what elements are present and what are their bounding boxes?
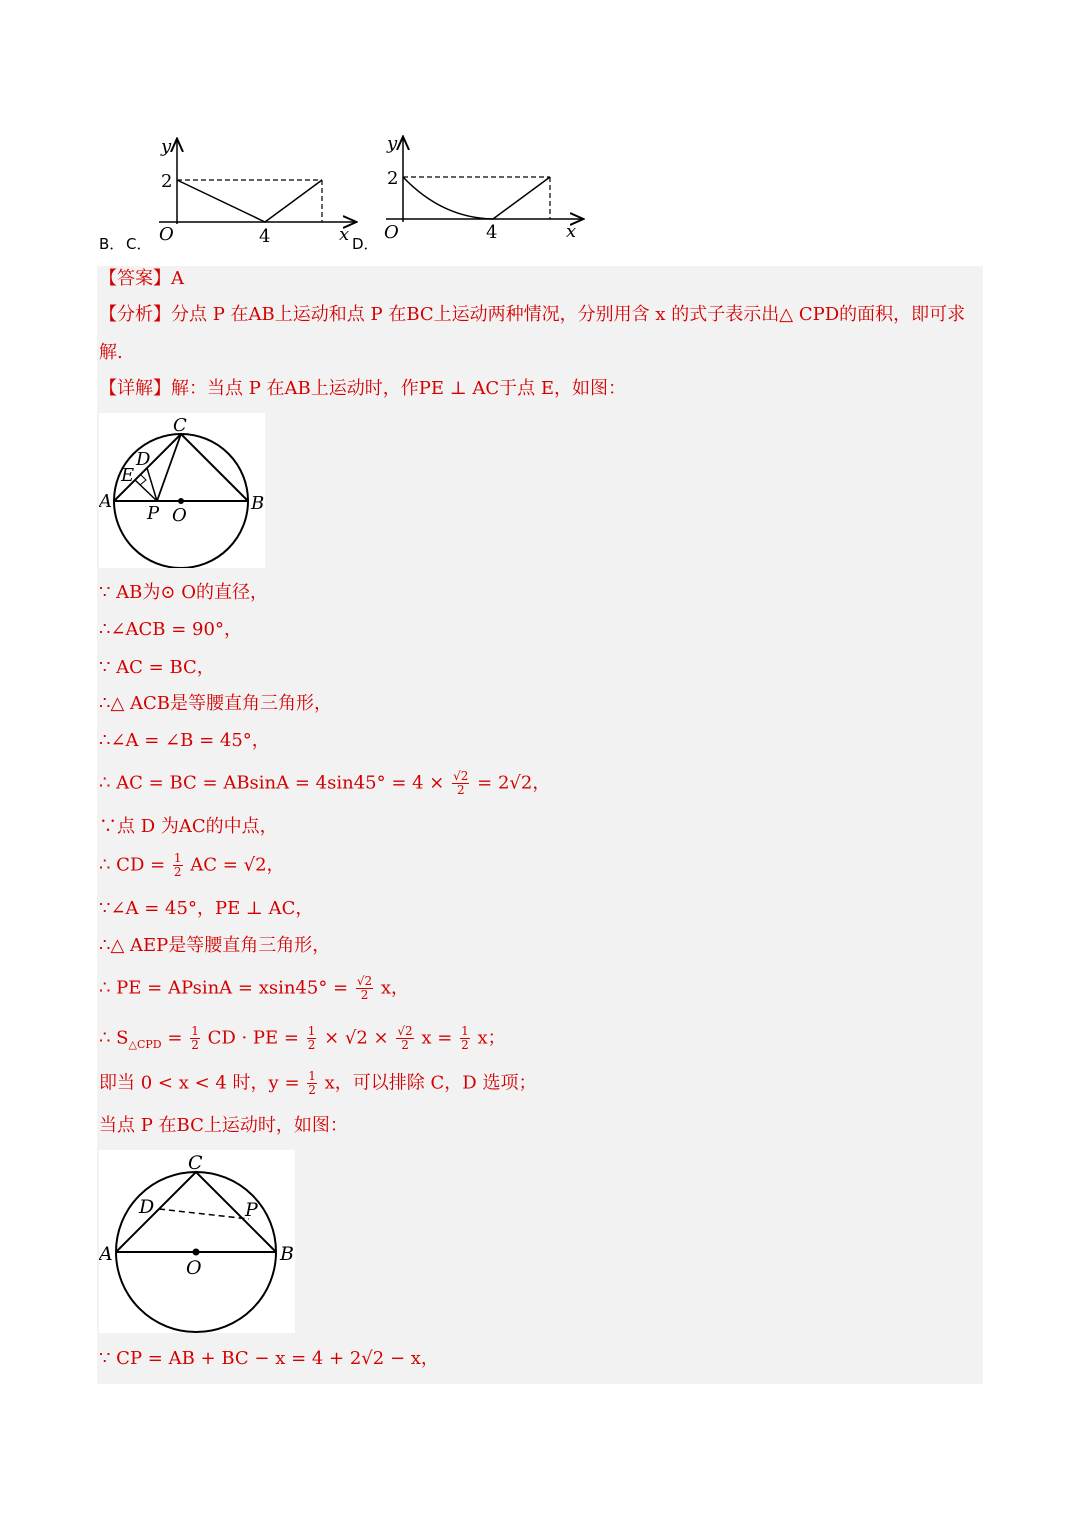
x-axis-label: x	[339, 224, 350, 245]
step-15: ∵ CP = AB + BC − x = 4 + 2√2 − x，	[99, 1348, 439, 1369]
x-tick-label: 4	[486, 222, 498, 243]
center-dot	[178, 498, 184, 504]
step-12: ∴ $S_{\triangle CPD}$ = $\frac{1}{2}$ CD · PE = $\frac{1}{2}$ × √2 × $\frac{√2}{2}$ x = $\frac{1}{2}$ x；	[99, 1024, 506, 1052]
step-8: ∴ CD = $\frac{1}{2}$ AC = √2，	[99, 851, 285, 879]
step-1: ∵ AB为⊙ O的直径，	[99, 582, 268, 603]
label-c: C	[188, 1152, 203, 1174]
step-14: 当点 P 在BC上运动时，如图：	[99, 1115, 348, 1136]
option-d-label: D．	[352, 235, 379, 253]
step-5: ∴∠A = ∠B = 45°，	[99, 730, 270, 751]
label-a: A	[99, 491, 112, 512]
y-tick-label: 2	[387, 168, 399, 189]
analysis-line-1: 【分析】分点 P 在AB上运动和点 P 在BC上运动两种情况，分别用含 x 的式子表示出△ CPD的面积，即可求	[99, 304, 966, 325]
y-axis-label: y	[161, 136, 172, 157]
center-dot	[193, 1249, 200, 1256]
x-axis-label: x	[566, 221, 577, 242]
y-tick-label: 2	[161, 171, 173, 192]
segment-cp	[157, 434, 181, 501]
label-d: D	[139, 1196, 155, 1218]
graph-d-curve	[403, 177, 550, 219]
step-6: ∴ AC = BC = ABsinA = 4sin45° = 4 × $\frac{√2}{2}$ = 2√2，	[99, 769, 551, 797]
label-o: O	[186, 1257, 202, 1279]
label-c: C	[173, 415, 187, 436]
step-4: ∴△ ACB是等腰直角三角形，	[99, 693, 333, 714]
origin-label: O	[384, 222, 399, 243]
label-b: B	[280, 1243, 294, 1265]
graph-c-curve	[177, 180, 322, 222]
label-a: A	[99, 1243, 113, 1265]
analysis-line-2: 解.	[99, 342, 123, 363]
step-7: ∵点 D 为AC的中点，	[99, 816, 278, 837]
label-b: B	[251, 493, 265, 514]
detail-line: 【详解】解：当点 P 在AB上运动时，作PE ⊥ AC于点 E，如图：	[99, 378, 627, 399]
origin-label: O	[159, 224, 174, 245]
x-tick-label: 4	[259, 226, 271, 245]
label-o: O	[172, 505, 187, 526]
figure-2	[99, 1150, 295, 1333]
figure-2-panel	[99, 1150, 295, 1333]
graph-d	[372, 128, 587, 243]
step-3: ∵ AC = BC，	[99, 657, 215, 678]
label-d: D	[136, 449, 151, 470]
label-p: P	[245, 1199, 258, 1221]
option-b-label: B．	[99, 235, 125, 253]
graph-c	[145, 130, 360, 245]
label-p: P	[147, 503, 160, 524]
step-9: ∵∠A = 45°，PE ⊥ AC，	[99, 898, 314, 919]
figure-1-panel	[99, 413, 265, 568]
step-2: ∴∠ACB = 90°，	[99, 619, 242, 640]
step-10: ∴△ AEP是等腰直角三角形，	[99, 935, 331, 956]
step-11: ∴ PE = APsinA = xsin45° = $\frac{√2}{2}$ x，	[99, 974, 410, 1002]
answer-line: 【答案】A	[99, 268, 184, 289]
step-13: 即当 0 < x < 4 时，y = $\frac{1}{2}$ x，可以排除 C，D 选项；	[99, 1069, 537, 1097]
option-c-label: C．	[126, 235, 152, 253]
y-axis-label: y	[387, 133, 398, 154]
label-e: E	[121, 465, 135, 486]
right-angle-mark	[140, 475, 146, 485]
figure-1	[99, 413, 265, 568]
